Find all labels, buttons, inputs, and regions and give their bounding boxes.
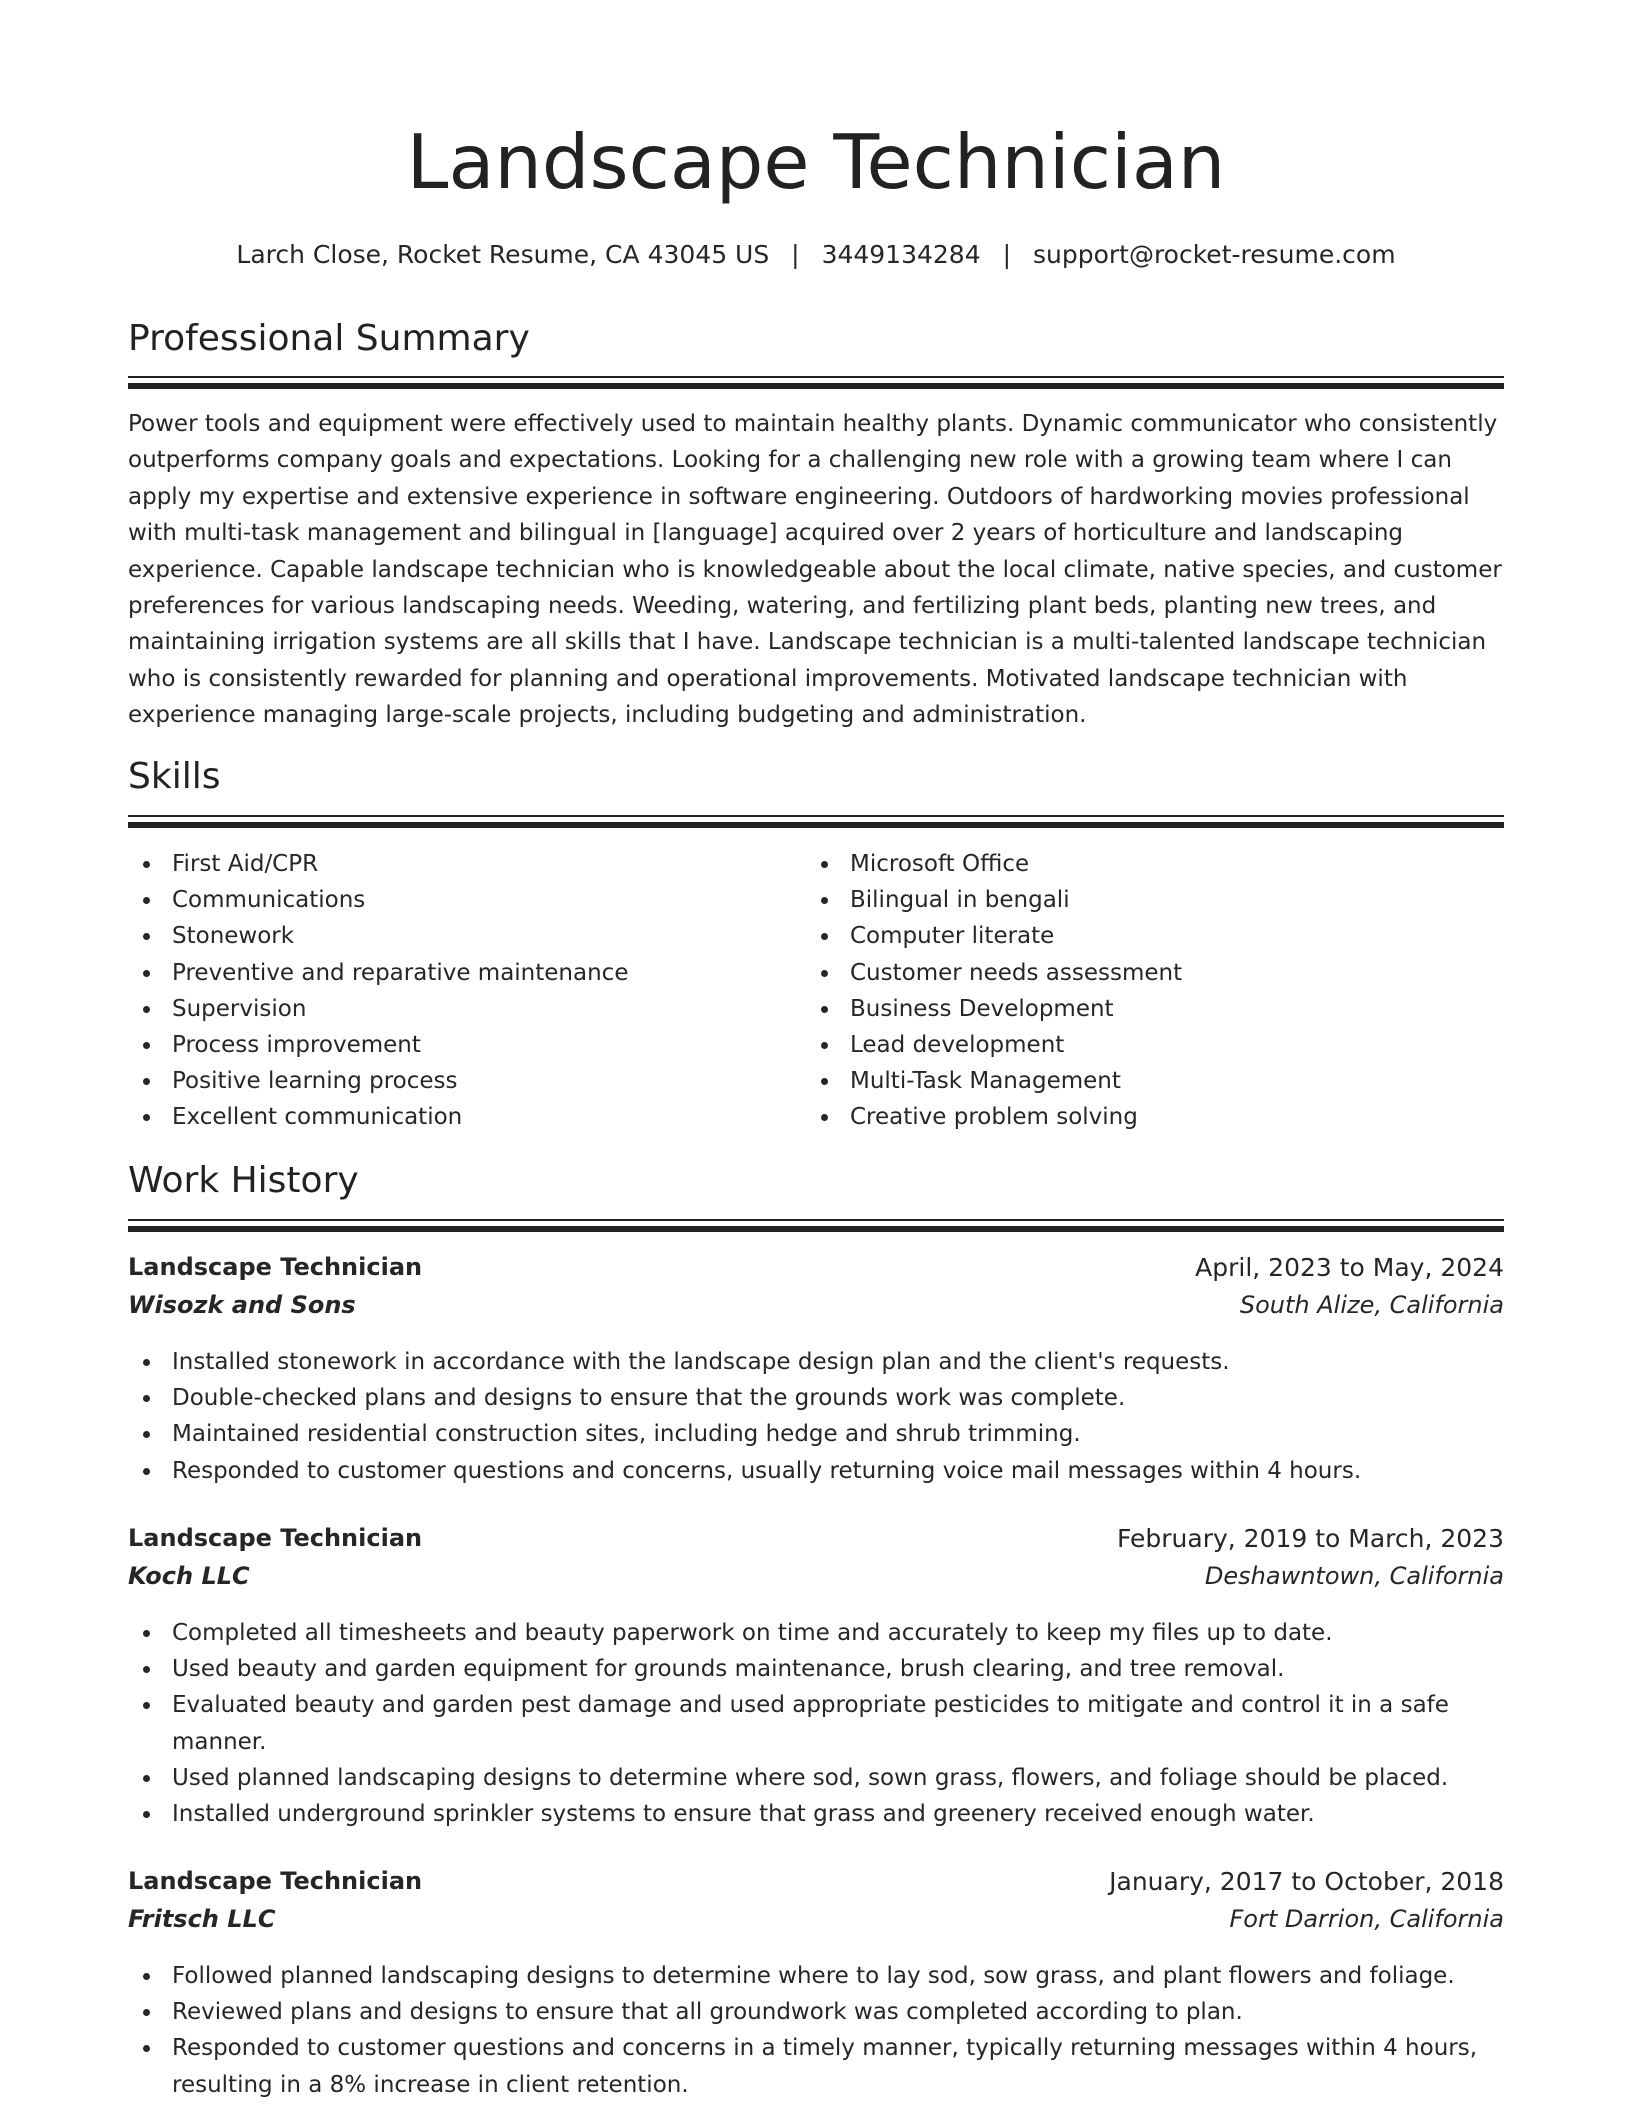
skill-item: Lead development	[806, 1027, 1466, 1063]
job-bullets	[128, 1958, 1504, 2103]
job-bullet: Completed all timesheets and beauty paperwork on time and accurately to keep my files up to date.	[128, 1615, 1504, 1651]
job-bullet: Responded to customer questions and concerns in a timely manner, typically returning messages within 4 hours, resulting in a 8% increase in client retention.	[128, 2030, 1504, 2102]
job-bullets	[128, 1615, 1504, 1832]
summary-text: Power tools and equipment were effectively used to maintain healthy plants. Dynamic communicator who consistently outperforms company goals and expectations. Looking for a challenging new role with a growing team where I can apply my expertise and extensive experience in software engineering. Outdoors of hardworking movies professional with multi-task management and bilingual in [language] acquired over 2 years of horticulture and landscaping experience. Capable landscape technician who is knowledgeable about the local climate, native species, and customer preferences for various landscaping needs. Weeding, watering, and fertilizing plant beds, planting new trees, and maintaining irrigation systems are all skills that I have. Landscape technician is a multi-talented landscape technician who is consistently rewarded for planning and operational improvements. Motivated landscape technician with experience managing large-scale projects, including budgeting and administration.	[128, 411, 1502, 729]
job-location: Deshawntown, California	[1204, 1562, 1504, 1590]
skill-item: Preventive and reparative maintenance	[128, 955, 788, 991]
job-bullet: Evaluated beauty and garden pest damage and used appropriate pesticides to mitigate and control it in a safe manner.	[128, 1687, 1504, 1759]
skills-list-right	[806, 846, 1466, 1136]
skill-item: Bilingual in bengali	[806, 882, 1466, 918]
work-rule	[128, 1219, 1504, 1233]
job-dates: February, 2019 to March, 2023	[1116, 1524, 1504, 1553]
job-title: Landscape Technician	[128, 1524, 423, 1552]
skills-heading: Skills	[128, 756, 221, 797]
resume-name: Landscape Technician	[406, 118, 1226, 206]
contact-line	[128, 240, 1504, 269]
job-company: Wisozk and Sons	[128, 1291, 356, 1319]
job-bullets	[128, 1344, 1504, 1489]
skill-item: Customer needs assessment	[806, 955, 1466, 991]
job-bullet: Used beauty and garden equipment for grounds maintenance, brush clearing, and tree removal.	[128, 1651, 1504, 1687]
skill-item: Process improvement	[128, 1027, 788, 1063]
job-bullet: Responded to customer questions and concerns, usually returning voice mail messages within 4 hours.	[128, 1453, 1504, 1489]
skill-item: Communications	[128, 882, 788, 918]
job-company: Fritsch LLC	[128, 1905, 276, 1933]
job-title: Landscape Technician	[128, 1253, 423, 1281]
contact-separator: |	[1002, 240, 1012, 269]
job-dates: January, 2017 to October, 2018	[1109, 1867, 1504, 1896]
skill-item: Excellent communication	[128, 1099, 788, 1135]
skill-item: Computer literate	[806, 918, 1466, 954]
job-location: Fort Darrion, California	[1229, 1905, 1504, 1933]
job-entry	[128, 1524, 1504, 1832]
skill-item: Creative problem solving	[806, 1099, 1466, 1135]
contact-address: Larch Close, Rocket Resume, CA 43045 US	[236, 240, 770, 269]
work-heading: Work History	[128, 1160, 359, 1201]
skill-item: Stonework	[128, 918, 788, 954]
job-title: Landscape Technician	[128, 1867, 423, 1895]
skills-list-left	[128, 846, 788, 1136]
skill-item: Multi-Task Management	[806, 1063, 1466, 1099]
job-bullet: Double-checked plans and designs to ensure that the grounds work was complete.	[128, 1380, 1504, 1416]
skill-item: Business Development	[806, 991, 1466, 1027]
job-dates: April, 2023 to May, 2024	[1195, 1253, 1504, 1282]
skill-item: Positive learning process	[128, 1063, 788, 1099]
job-bullet: Maintained residential construction sites, including hedge and shrub trimming.	[128, 1416, 1504, 1452]
job-bullet: Followed planned landscaping designs to determine where to lay sod, sow grass, and plant flowers and foliage.	[128, 1958, 1504, 1994]
skills-rule	[128, 815, 1504, 829]
job-company: Koch LLC	[128, 1562, 250, 1590]
skill-item: First Aid/CPR	[128, 846, 788, 882]
job-bullet: Reviewed plans and designs to ensure that all groundwork was completed according to plan.	[128, 1994, 1504, 2030]
skill-item: Supervision	[128, 991, 788, 1027]
contact-separator: |	[791, 240, 800, 269]
summary-rule	[128, 376, 1504, 390]
job-bullet: Installed stonework in accordance with the landscape design plan and the client's requests.	[128, 1344, 1504, 1380]
skill-item: Microsoft Office	[806, 846, 1466, 882]
summary-heading: Professional Summary	[128, 318, 530, 359]
job-entry	[128, 1867, 1504, 2103]
job-entry	[128, 1253, 1504, 1489]
contact-email: support@rocket-resume.com	[1032, 240, 1396, 269]
job-bullet: Used planned landscaping designs to determine where sod, sown grass, flowers, and foliage should be placed.	[128, 1760, 1504, 1796]
job-location: South Alize, California	[1239, 1291, 1504, 1319]
job-bullet: Installed underground sprinkler systems to ensure that grass and greenery received enough water.	[128, 1796, 1504, 1832]
contact-phone: 3449134284	[821, 240, 981, 269]
